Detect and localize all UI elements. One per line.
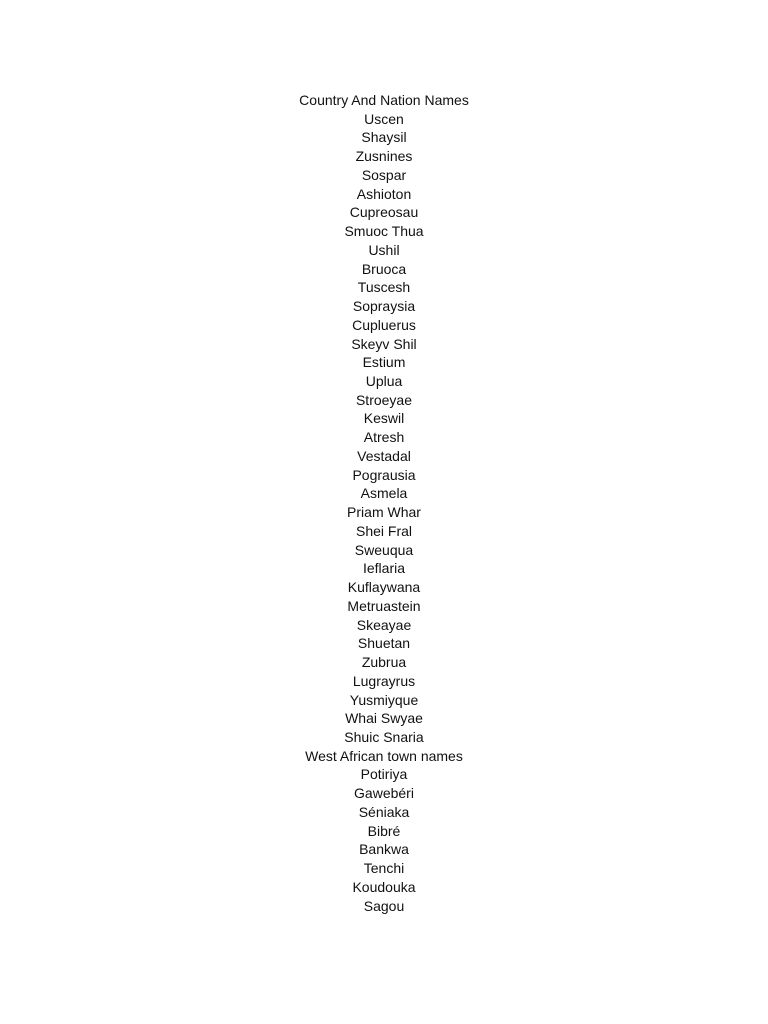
list-item: Uplua — [365, 373, 403, 390]
list-item: Pograusia — [352, 466, 416, 483]
list-item: Bibré — [367, 822, 401, 839]
list-item: Lugrayrus — [352, 672, 416, 689]
list-item: Zusnines — [355, 148, 413, 165]
list-item: Keswil — [363, 410, 405, 427]
list-item: Potiriya — [360, 766, 408, 783]
list-item: Cupluerus — [352, 316, 416, 333]
list-item: Sweuqua — [354, 541, 414, 558]
list-item: Metruastein — [347, 597, 421, 614]
list-item: Sagou — [363, 897, 405, 914]
list-item: Estium — [362, 354, 406, 371]
section-heading: Country And Nation Names — [299, 92, 469, 108]
list-item: Ushil — [368, 241, 400, 258]
list-item: Bruoca — [361, 260, 407, 277]
list-item: Yusmiyque — [349, 691, 419, 708]
list-item: Atresh — [363, 429, 405, 446]
list-item: Ieflaria — [362, 560, 406, 577]
list-item: Cupreosau — [349, 204, 419, 221]
list-item: Ashioton — [356, 185, 412, 202]
list-item: Shuic Snaria — [344, 728, 424, 745]
list-item: Stroeyae — [355, 391, 413, 408]
list-item: Priam Whar — [347, 504, 421, 521]
list-item: Skeyv Shil — [351, 335, 417, 352]
list-item: Uscen — [364, 110, 404, 127]
list-item: Smuoc Thua — [344, 223, 424, 240]
name-list — [0, 91, 768, 915]
list-item: Koudouka — [352, 878, 416, 895]
list-item: Tenchi — [363, 860, 405, 877]
list-item: Sospar — [361, 166, 407, 183]
list-item: Tuscesh — [357, 279, 411, 296]
list-item: Bankwa — [359, 841, 409, 858]
list-item: Shaysil — [361, 129, 407, 146]
list-item: Whai Swyae — [345, 710, 423, 727]
list-item: Kuflaywana — [347, 579, 421, 596]
section-heading: West African town names — [305, 747, 463, 764]
document-page — [0, 91, 768, 915]
list-item: Gawebéri — [354, 785, 414, 802]
list-item: Asmela — [360, 485, 408, 502]
list-item: Shuetan — [357, 635, 411, 652]
list-item: Shei Fral — [355, 522, 413, 539]
list-item: Skeayae — [356, 616, 412, 633]
list-item: Vestadal — [357, 447, 411, 464]
list-item: Sopraysia — [352, 298, 416, 315]
list-item: Séniaka — [358, 803, 410, 820]
list-item: Zubrua — [361, 654, 407, 671]
